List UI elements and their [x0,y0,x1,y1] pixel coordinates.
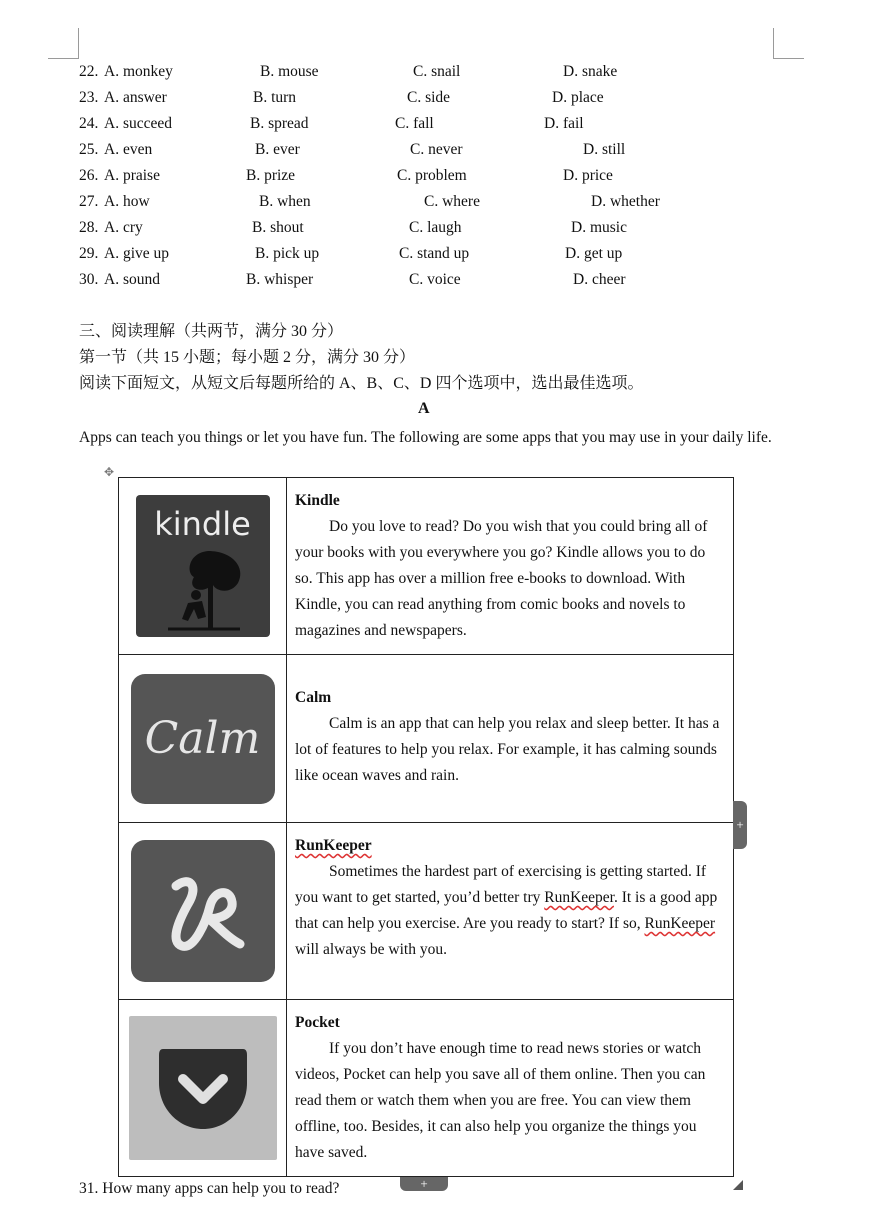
page-corner-mark-top-left [48,28,79,59]
calm-logo-cell [119,655,287,822]
option-d: D. whether [591,193,660,210]
app-name: Kindle [295,492,340,509]
option-c: C. fall [395,115,434,132]
question-number: 27. [79,193,99,210]
option-d: D. cheer [573,271,626,288]
kindle-logo-cell [119,478,287,654]
option-a: A. even [104,141,153,158]
option-b: B. spread [250,115,309,132]
app-row-kindle [119,478,733,654]
option-b: B. turn [253,89,297,106]
option-d: D. place [552,89,604,106]
option-b: B. pick up [255,245,320,262]
page-corner-mark-top-right [773,28,804,59]
app-row-calm [119,654,733,822]
option-a: A. how [104,193,150,210]
option-c: C. problem [397,167,467,184]
kindle-description-cell [287,478,733,654]
add-row-button[interactable]: + [400,1177,448,1191]
question-number: 26. [79,167,99,184]
app-name: Pocket [295,1014,340,1031]
description-app-name: RunKeeper [644,915,716,932]
question-number: 24. [79,115,99,132]
reader-under-tree-icon [158,543,248,633]
option-a: A. give up [104,245,170,262]
option-b: B. ever [255,141,300,158]
option-d: D. get up [565,245,623,262]
question-number: 28. [79,219,99,236]
option-b: B. whisper [246,271,314,288]
description-text: Sometimes the hardest part of exercising is getting started. If you want to get started, you’d better try [295,863,707,906]
option-c: C. where [424,193,480,210]
apps-table [118,477,734,1177]
pocket-chevron-icon [155,1043,251,1133]
kindle-logo-icon [136,495,270,637]
question-number: 22. [79,63,99,80]
app-description: Calm is an app that can help you relax and sleep better. It has a lot of features to help you relax. For example, it has calming sounds like ocean waves and rain. [295,715,720,784]
passage-label: A [418,400,430,417]
option-a: A. praise [104,167,160,184]
option-b: B. mouse [260,63,319,80]
option-a: A. monkey [104,63,173,80]
passage-intro: Apps can teach you things or let you have fun. The following are some apps that you may use in your daily life. [79,429,772,446]
option-b: B. prize [246,167,296,184]
section-instruction: 阅读下面短文，从短文后每题所给的 A、B、C、D 四个选项中，选出最佳选项。 [79,375,644,392]
section-heading: 三、阅读理解（共两节，满分 30 分） [79,323,344,340]
option-d: D. snake [563,63,618,80]
add-column-button[interactable]: + [733,801,747,849]
question-31: 31. How many apps can help you to read? [79,1180,340,1197]
option-c: C. laugh [409,219,462,236]
option-d: D. still [583,141,626,158]
option-a: A. answer [104,89,167,106]
option-d: D. fail [544,115,584,132]
runkeeper-logo-icon [131,840,275,982]
section-subheading: 第一节（共 15 小题；每小题 2 分，满分 30 分） [79,349,416,366]
app-row-pocket [119,999,733,1176]
question-number: 23. [79,89,99,106]
app-description: Do you love to read? Do you wish that you could bring all of your books with you everywhere you go? Kindle allows you to do so. This app has over a million free e-books to download. With Kindle, you can read anything from comic books and novels to magazines and newspapers. [295,518,708,639]
pocket-description-cell [287,1000,733,1176]
calm-description-cell [287,655,733,822]
description-app-name: RunKeeper [544,889,614,906]
option-d: D. price [563,167,613,184]
option-c: C. stand up [399,245,470,262]
runkeeper-description-cell [287,823,733,999]
option-b: B. when [259,193,311,210]
calm-logo-text: Calm [144,713,261,764]
pocket-logo-icon [129,1016,277,1160]
question-number: 25. [79,141,99,158]
option-c: C. side [407,89,451,106]
question-number: 29. [79,245,99,262]
app-row-runkeeper [119,822,733,999]
runkeeper-swirl-icon [148,856,258,966]
runkeeper-logo-cell [119,823,287,999]
table-resize-handle[interactable] [733,1180,743,1190]
description-text: will always be with you. [295,941,447,958]
option-a: A. sound [104,271,160,288]
option-a: A. succeed [104,115,172,132]
app-description [295,859,724,963]
question-number: 30. [79,271,99,288]
option-b: B. shout [252,219,304,236]
option-c: C. voice [409,271,461,288]
app-name: RunKeeper [295,837,372,854]
description-text: . It is a good app that can help you exercise. Are you ready to start? If so, [295,889,718,932]
option-c: C. snail [413,63,461,80]
option-a: A. cry [104,219,143,236]
app-name: Calm [295,689,332,706]
pocket-logo-cell [119,1000,287,1176]
option-c: C. never [410,141,463,158]
table-move-handle-icon[interactable]: ✥ [104,465,115,479]
option-d: D. music [571,219,627,236]
calm-logo-icon [131,674,275,804]
kindle-logo-text: kindle [154,505,251,543]
app-description: If you don’t have enough time to read news stories or watch videos, Pocket can help you save all of them online. Then you can read them or watch them when you are free. You can view them offline, too. Besides, it can also help you organize the things you have saved. [295,1040,706,1161]
